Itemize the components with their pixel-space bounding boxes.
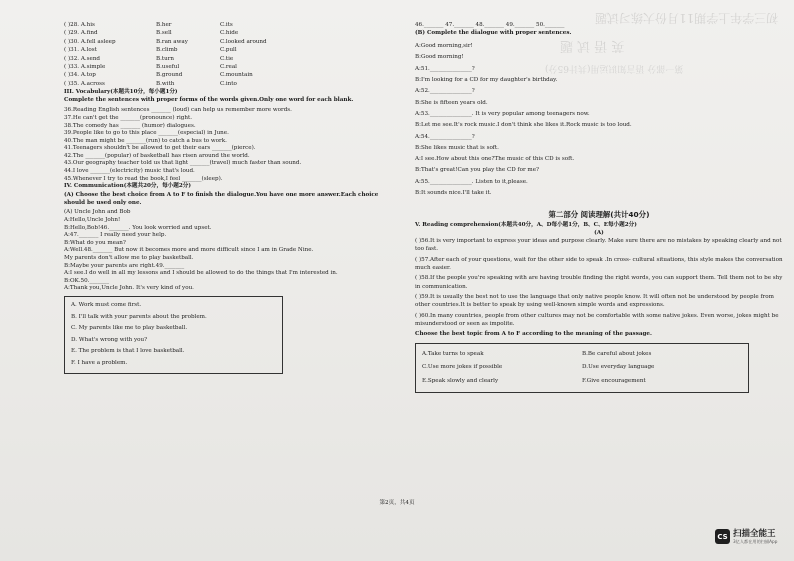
dialogue-line: A:51._______________? (415, 65, 475, 72)
option-item: D. What's wrong with you? (71, 336, 148, 343)
mc-row: ( )34. A.top B.ground C.mountain (64, 72, 253, 79)
dialogue-line: A:Hello,Uncle John! (64, 217, 121, 224)
bleed-subject: 英 语 试 题 (560, 38, 625, 53)
reading-para: ( )60.In many countries, people from other cultures may not be comfortable with some native jokes. Even worse, jokes might be misunderstood or seen as impolite. (415, 312, 779, 327)
topic-item: D.Use everyday language (582, 364, 655, 371)
dialogue-line: A:Thank you,Uncle John. It's very kind of you. (64, 285, 194, 292)
mc-row: ( )31. A.lost B.climb C.pull (64, 47, 237, 54)
vocab-item: 45.Whenever I try to read the book,I feel _______(sleep). (64, 175, 223, 182)
mc-row: ( )33. A.simple B.useful C.real (64, 63, 237, 70)
left-column (64, 22, 396, 374)
vocab-item: 43.Our geography teacher told us that light _______(travel) much faster than sound. (64, 160, 302, 167)
vocab-item: 40.The man might be _______(run) to catch a bus to work. (64, 137, 227, 144)
topic-item: C.Use more jokes if possible (422, 364, 503, 371)
reading-para: ( )57.After each of your questions, wait for the other side to speak .In cross- cultural situations, this style makes the conversation much easier. (415, 256, 783, 272)
choose-instruction: Choose the best topic from A to F according to the meaning of the passage. (415, 331, 652, 338)
reading-para: ( )56.It is very important to express your ideas and purpose clearly. Make sure there are no mistakes by speaking clearly and not too fast. (415, 238, 782, 253)
vocab-item: 36.Reading English sentences _______ (loud) can help us remember more words. (64, 107, 292, 114)
mc-row: ( )28. A.his B.her C.its (64, 22, 233, 28)
bleed-title: 初三学年上学期11月份大练习试题 (595, 11, 779, 25)
option-item: B. I'll talk with your parents about the problem. (71, 313, 207, 320)
options-box (64, 296, 283, 374)
dialogue-line: B:Let me see.It's rock music.I don't think she likes it.Rock music is too loud. (415, 122, 632, 129)
option-item: E. The problem is that I love basketball. (71, 348, 185, 355)
dialogue-line: B:Hello,Bob!46._______. You look worried and upset. (64, 224, 212, 231)
dialogue-line: B:She is fifteen years old. (415, 99, 488, 106)
dialogue-line: B:It sounds nice.I'll take it. (415, 190, 492, 197)
dialogue-line: B:Good morning! (415, 54, 464, 61)
vocab-item: 42.The _______(popular) of basketball has risen around the world. (64, 152, 250, 159)
vocab-item: 39.People like to go to this place _______(especial) in June. (64, 130, 229, 137)
option-item: F. I have a problem. (71, 359, 128, 366)
vocab-item: 38.The comedy has _______ (humor) dialogues. (64, 122, 196, 129)
topic-item: F.Give encouragement (582, 377, 646, 384)
reading-title: V. Reading comprehension(本题共40分，A、D每小题1分，B、C、E每小题2分) (415, 221, 637, 228)
dialogue-line: A:Well.48._______ But now it becomes more and more difficult since I am in Grade Nine. (64, 247, 314, 254)
dialogue-line: A:I see.How about this one?The music of this CD is soft. (415, 156, 575, 163)
scanner-tagline: 3亿人都在用的扫描App (733, 539, 778, 544)
dialogue-line: B:OK.50._______ (64, 277, 110, 284)
page-number: 第2页，共4页 (379, 500, 415, 506)
vocab-item: 41.Teenagers shouldn't be allowed to get their ears _______(pierce). (64, 145, 256, 152)
dialogue-line: A:55._______________. Listen to it,please. (415, 178, 528, 185)
dialogue-line: A:52._______________? (415, 88, 475, 95)
vocab-item: 37.He can't get the _______(pronounce) right. (64, 114, 192, 121)
mc-row: ( )29. A.find B.sell C.hide (64, 30, 239, 37)
dialogue-heading: (A) Uncle John and Bob (64, 209, 131, 216)
bleed-part: 第一部分 语言知识运用(共计65分) (545, 63, 684, 73)
reading-para: ( )58.If the people you're speaking with are having trouble finding the right words, you can support them. Tell them not to be shy in communication. (415, 275, 783, 290)
reading-sub: (A) (594, 229, 604, 236)
topic-item: B.Be careful about jokes (582, 350, 652, 357)
dialogue-line: A:I see.I do well in all my lessons and I should be allowed to do the things that I'm interested in. (64, 270, 338, 277)
scanner-watermark (715, 529, 777, 544)
comm-instruction: (A) Choose the best choice from A to F to finish the dialogue.You have one more answer.Each choice should be used only one. (64, 191, 379, 207)
answer-blanks: 46._______ 47._______ 48._______ 49._______ 50._______ (415, 22, 565, 28)
topic-item: A.Take turns to speak (422, 350, 484, 357)
right-column (415, 22, 783, 393)
dialogue-line: A:53._______________. It is very popular among teenagers now. (415, 110, 590, 117)
dialogue-line: My parents don't allow me to play basketball. (64, 255, 194, 261)
dialogue-line: B:That's great!Can you play the CD for me? (415, 167, 540, 174)
vocab-item: 44.I love _______(electricity) music that's loud. (64, 168, 195, 175)
dialogue-line: A:Good morning,sir! (415, 43, 473, 50)
dialogue-line: A:54._______________? (415, 133, 475, 140)
topic-item: E.Speak slowly and clearly (422, 377, 499, 384)
dialogue-line: B:What do you mean? (64, 239, 126, 246)
topic-box (415, 343, 749, 394)
dialogue-line: B:Maybe your parents are right.49._______ (64, 262, 185, 269)
dialogue-line: A:47._______ I really need your help. (64, 232, 167, 239)
mc-row: ( )32. A.send B.turn C.tie (64, 55, 234, 62)
part-two-title: 第二部分 阅读理解(共计40分) (548, 210, 650, 220)
scanner-logo-icon: CS (715, 529, 730, 544)
mc-row: ( )35. A.across B.with C.into (64, 80, 237, 87)
option-item: A. Work must come first. (71, 301, 142, 308)
dialogue-line: B:I'm looking for a CD for my daughter's birthday. (415, 77, 558, 84)
comm-title: IV. Communication(本题共20分，每小题2分) (64, 183, 192, 190)
scanner-name: 扫描全能王 (733, 529, 776, 539)
vocab-title: III. Vocabulary(本题共10分，每小题1分) (64, 89, 178, 96)
section-b-title: (B) Complete the dialogue with proper sentences. (415, 29, 572, 36)
vocab-instruction: Complete the sentences with proper forms of the words given.Only one word for each blank. (64, 96, 354, 103)
option-item: C. My parents like me to play basketball. (71, 325, 188, 332)
mc-list (64, 22, 396, 89)
mc-row: ( )30. A.fell asleep B.ran away C.looked around (64, 38, 267, 45)
dialogue-line: B:She likes music that is soft. (415, 144, 499, 151)
reading-para: ( )59.It is usually the best not to use the language that only native people know. It will often not be understood by people from other countries.It is better to speak by using well-known simple words and expressions. (415, 293, 774, 309)
